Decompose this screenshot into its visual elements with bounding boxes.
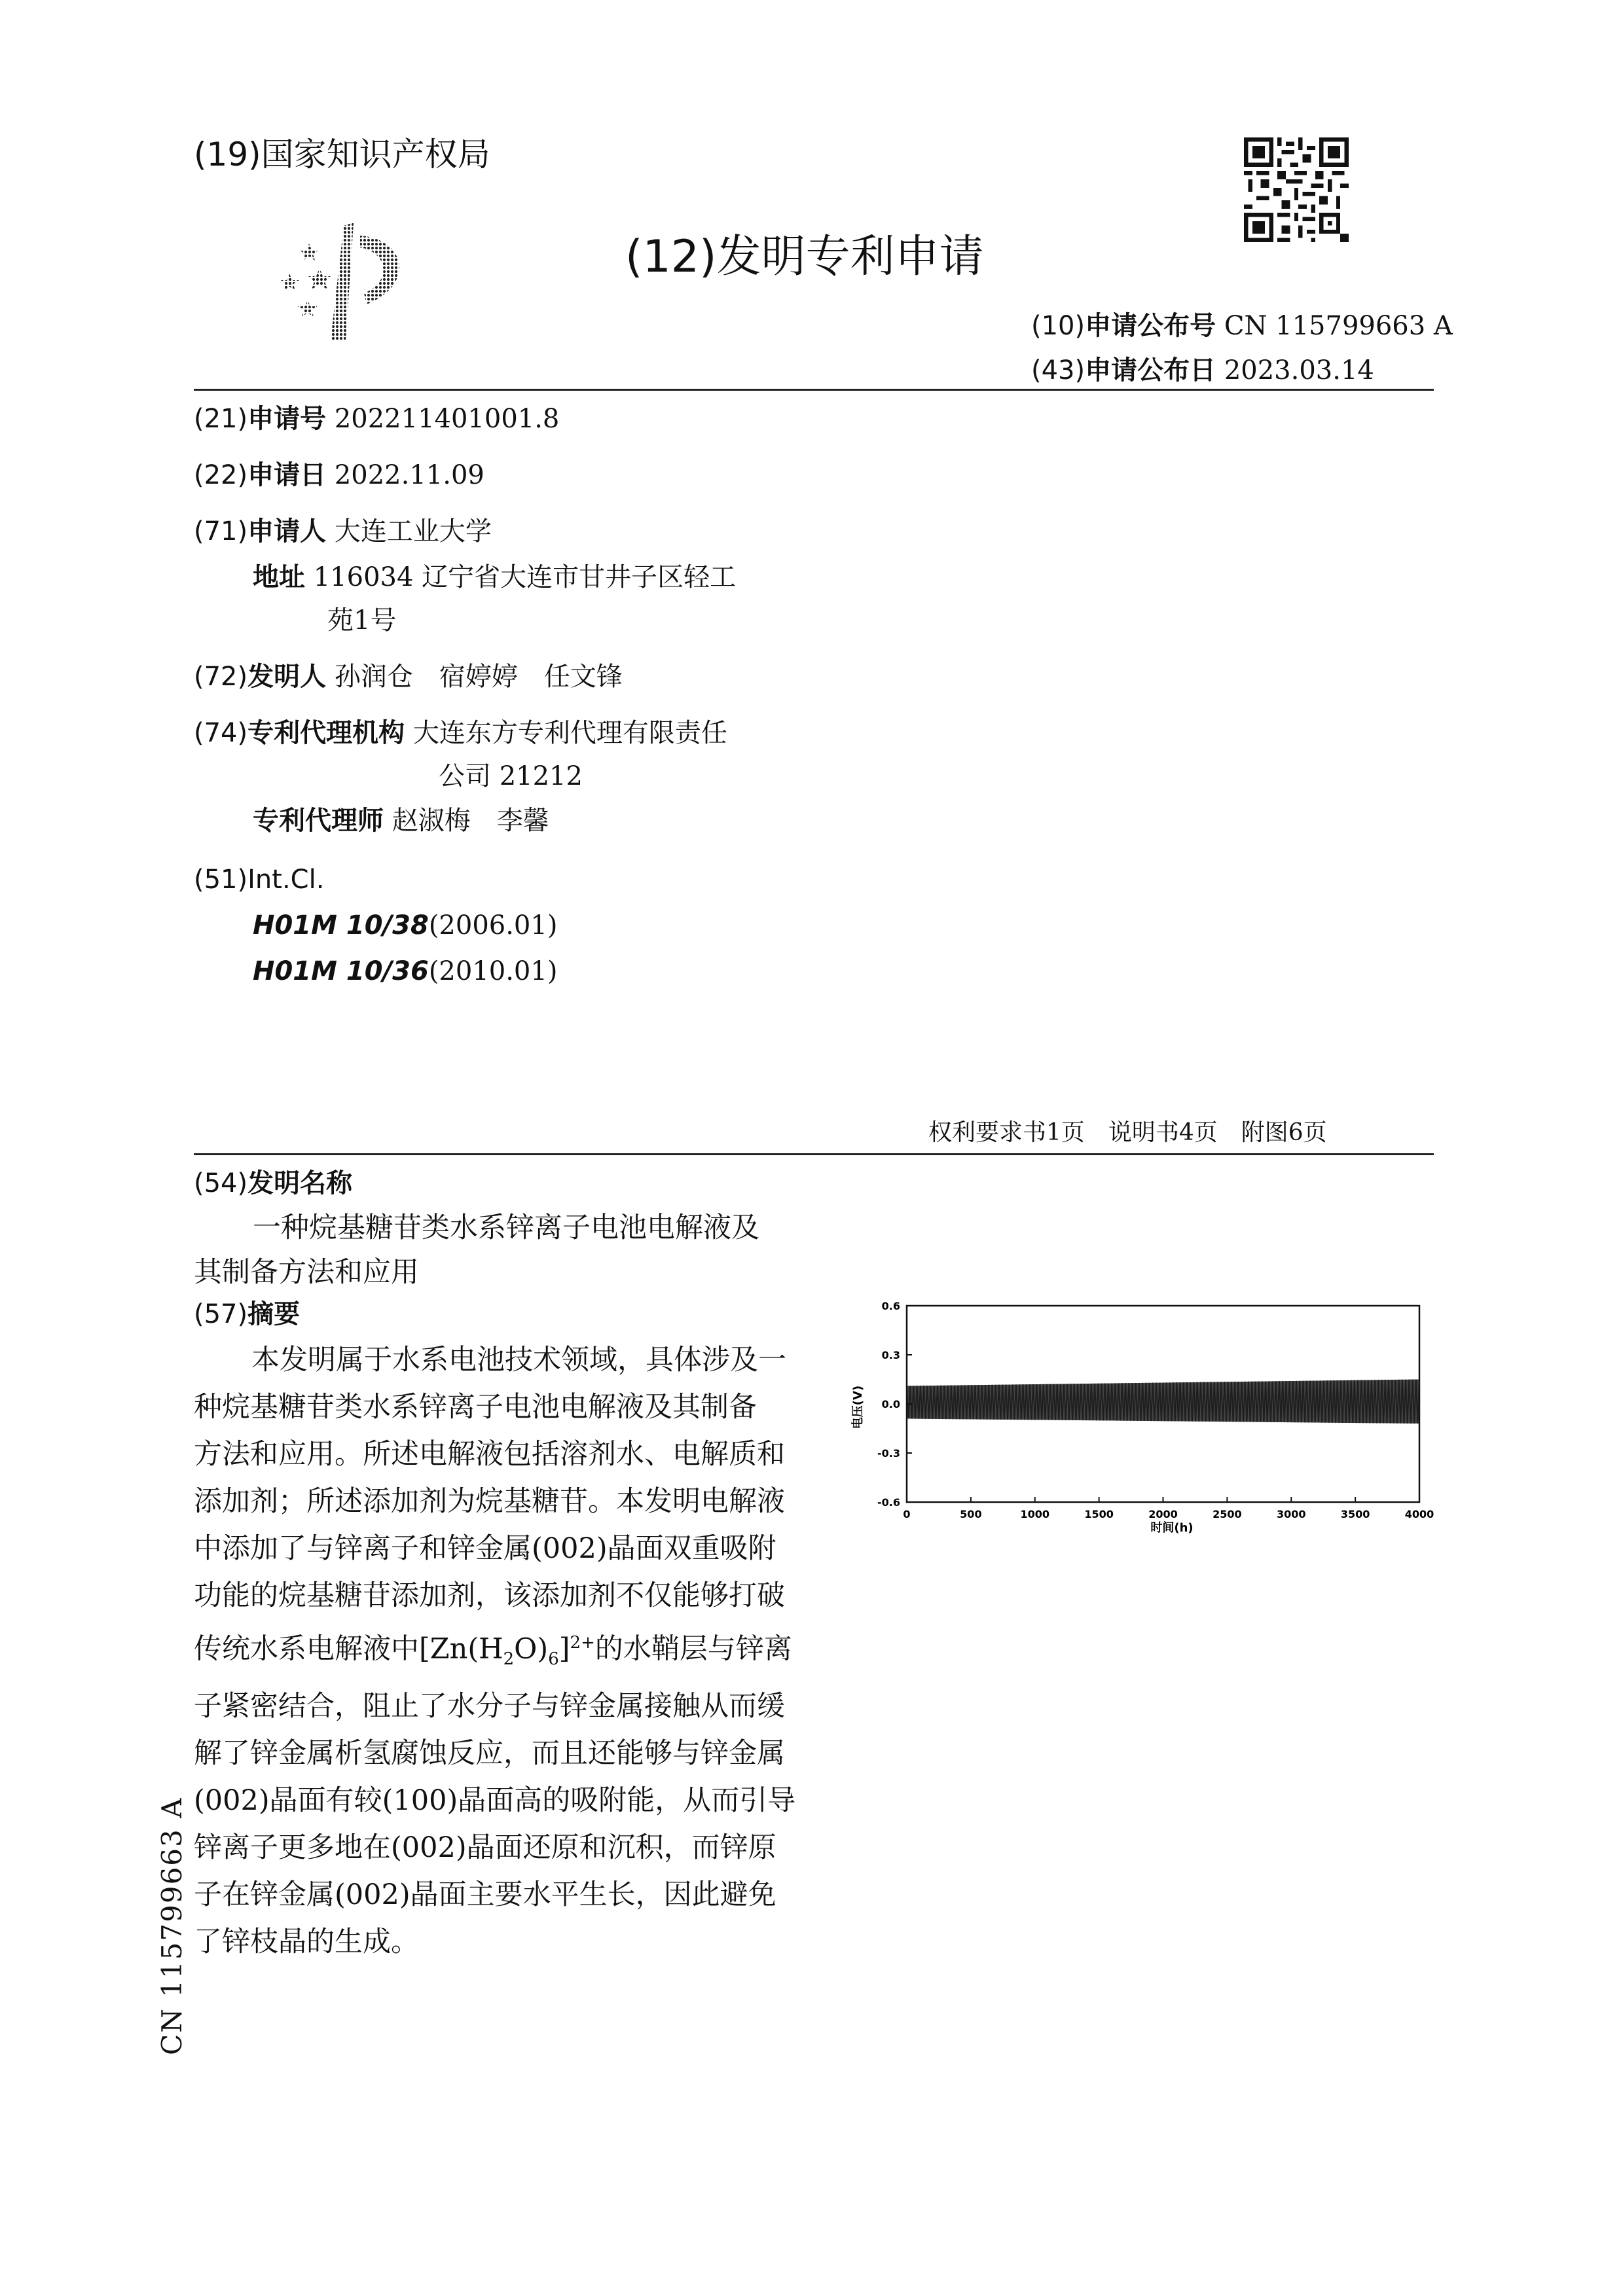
agency-line2-row	[439, 753, 583, 800]
office-code: (19)	[194, 135, 261, 173]
pub-date-label: 申请公布日	[1085, 355, 1216, 386]
publication-number	[1031, 302, 1453, 350]
abstract-line: 本发明属于水系电池技术领域，具体涉及一	[251, 1344, 786, 1376]
applicant	[194, 508, 492, 555]
abstract-body	[194, 1336, 796, 1965]
abstract-heading	[194, 1291, 300, 1338]
ipc1-version: (2006.01)	[428, 910, 558, 941]
inventor-label: 发明人	[247, 662, 327, 692]
abstract-line: 子紧密结合，阻止了水分子与锌金属接触从而缓	[194, 1689, 785, 1723]
agency-label: 专利代理机构	[247, 718, 405, 748]
ipc-label: Int.Cl.	[247, 865, 325, 895]
formula-sub-6: 6	[548, 1649, 559, 1669]
x-tick-label: 4000	[1404, 1508, 1434, 1520]
agent-names: 赵淑梅 李馨	[392, 806, 549, 836]
abstract-code: (57)	[194, 1299, 248, 1329]
formula-mid: O)	[514, 1632, 549, 1666]
agency-line2: 公司 21212	[439, 761, 583, 791]
chart-y-axis-label: 电压(V)	[851, 1385, 865, 1429]
document-type	[625, 221, 984, 285]
x-tick-label: 2500	[1213, 1508, 1242, 1520]
ipc2-class: H01M 10/36	[253, 956, 429, 986]
app-no-label: 申请号	[247, 404, 327, 434]
applicant-label: 申请人	[247, 516, 327, 547]
voltage-band	[907, 1380, 1419, 1424]
address-line2: 苑1号	[327, 605, 397, 636]
office-name: 国家知识产权局	[261, 135, 490, 173]
application-date	[194, 452, 484, 499]
abstract-line: 解了锌金属析氢腐蚀反应，而且还能够与锌金属	[194, 1736, 785, 1770]
formula-sup: 2+	[570, 1633, 595, 1653]
abstract-line: 方法和应用。所述电解液包括溶剂水、电解质和	[194, 1438, 785, 1471]
app-date-code: (22)	[194, 460, 248, 490]
x-tick-label: 0	[903, 1508, 911, 1520]
abstract-line: 子在锌金属(002)晶面主要水平生长，因此避免	[194, 1878, 776, 1911]
inventors	[194, 653, 623, 700]
header-rule	[194, 389, 1434, 391]
qr-code	[1244, 137, 1349, 242]
title-heading	[194, 1160, 352, 1207]
chart-x-axis-label: 时间(h)	[1150, 1521, 1194, 1535]
x-tick-label: 500	[960, 1508, 982, 1520]
pub-date-code: (43)	[1031, 355, 1085, 386]
abstract-line: 了锌枝晶的生成。	[194, 1925, 419, 1958]
formula-sub-2: 2	[503, 1649, 515, 1669]
x-tick-label: 3000	[1276, 1508, 1306, 1520]
ipc-code: (51)	[194, 865, 248, 895]
x-tick-label: 2000	[1148, 1508, 1178, 1520]
y-tick-label: -0.3	[877, 1447, 900, 1460]
abstract-line: 种烷基糖苷类水系锌离子电池电解液及其制备	[194, 1391, 757, 1424]
inventor-code: (72)	[194, 662, 248, 692]
title-label: 发明名称	[247, 1168, 353, 1198]
y-tick-label: 0.6	[881, 1300, 900, 1312]
invention-title-line2: 其制备方法和应用	[194, 1256, 419, 1289]
voltage-time-chart	[845, 1296, 1447, 1538]
application-number	[194, 395, 559, 442]
ipc-header	[194, 856, 324, 903]
section-rule	[194, 1153, 1434, 1155]
y-tick-label: 0.0	[881, 1398, 900, 1410]
doc-type-code: (12)	[625, 231, 717, 283]
patent-agency	[194, 709, 727, 757]
agency-line1: 大连东方专利代理有限责任	[412, 718, 727, 748]
agent-label: 专利代理师	[253, 806, 384, 836]
applicant-value: 大连工业大学	[334, 516, 492, 547]
title-code: (54)	[194, 1168, 248, 1198]
formula-tail: 的水鞘层与锌离	[594, 1632, 792, 1666]
formula-after: ]	[558, 1632, 570, 1666]
x-tick-label: 3500	[1340, 1508, 1370, 1520]
pub-no-value: CN 115799663 A	[1224, 311, 1453, 341]
app-date-label: 申请日	[247, 460, 327, 490]
pub-no-code: (10)	[1031, 311, 1085, 341]
app-no-code: (21)	[194, 404, 248, 434]
cnipa-logo	[268, 223, 426, 344]
address	[253, 554, 736, 601]
abstract-line: 中添加了与锌离子和锌金属(002)晶面双重吸附	[194, 1532, 776, 1565]
office-line	[194, 128, 490, 175]
abstract-line: (002)晶面有较(100)晶面高的吸附能，从而引导	[194, 1784, 796, 1817]
pub-no-label: 申请公布号	[1085, 311, 1216, 341]
ipc-class-1	[253, 902, 557, 949]
publication-date	[1031, 347, 1374, 394]
y-tick-label: 0.3	[881, 1349, 900, 1361]
invention-title-line1: 一种烷基糖苷类水系锌离子电池电解液及	[253, 1211, 759, 1244]
page-counts: 权利要求书1页 说明书4页 附图6页	[928, 1119, 1327, 1146]
ipc2-version: (2010.01)	[428, 956, 558, 986]
formula-before: 传统水系电解液中[Zn(H	[194, 1632, 503, 1666]
agency-code: (74)	[194, 718, 248, 748]
ipc-class-2	[253, 948, 557, 995]
pub-date-value: 2023.03.14	[1224, 355, 1374, 386]
address-label: 地址	[253, 562, 305, 592]
side-publication-number: CN 115799663 A	[156, 1797, 188, 2055]
ipc1-class: H01M 10/38	[253, 910, 429, 941]
doc-type-text: 发明专利申请	[716, 231, 984, 283]
app-no-value: 202211401001.8	[334, 404, 560, 434]
x-tick-label: 1000	[1020, 1508, 1050, 1520]
abstract-formula-line	[194, 1619, 796, 1683]
abstract-line: 锌离子更多地在(002)晶面还原和沉积，而锌原	[194, 1831, 776, 1864]
inventor-names: 孙润仓 宿婷婷 任文锋	[334, 662, 623, 692]
app-date-value: 2022.11.09	[334, 460, 484, 490]
address-line1: 116034 辽宁省大连市甘井子区轻工	[313, 562, 737, 592]
y-tick-label: -0.6	[877, 1496, 900, 1509]
chart-series	[907, 1380, 1419, 1424]
abstract-line: 添加剂；所述添加剂为烷基糖苷。本发明电解液	[194, 1485, 785, 1518]
x-tick-label: 1500	[1084, 1508, 1114, 1520]
applicant-code: (71)	[194, 516, 248, 547]
address-line2-row	[327, 597, 396, 644]
abstract-line: 功能的烷基糖苷添加剂，该添加剂不仅能够打破	[194, 1579, 785, 1612]
abstract-label: 摘要	[247, 1299, 301, 1329]
patent-agents	[253, 797, 549, 844]
